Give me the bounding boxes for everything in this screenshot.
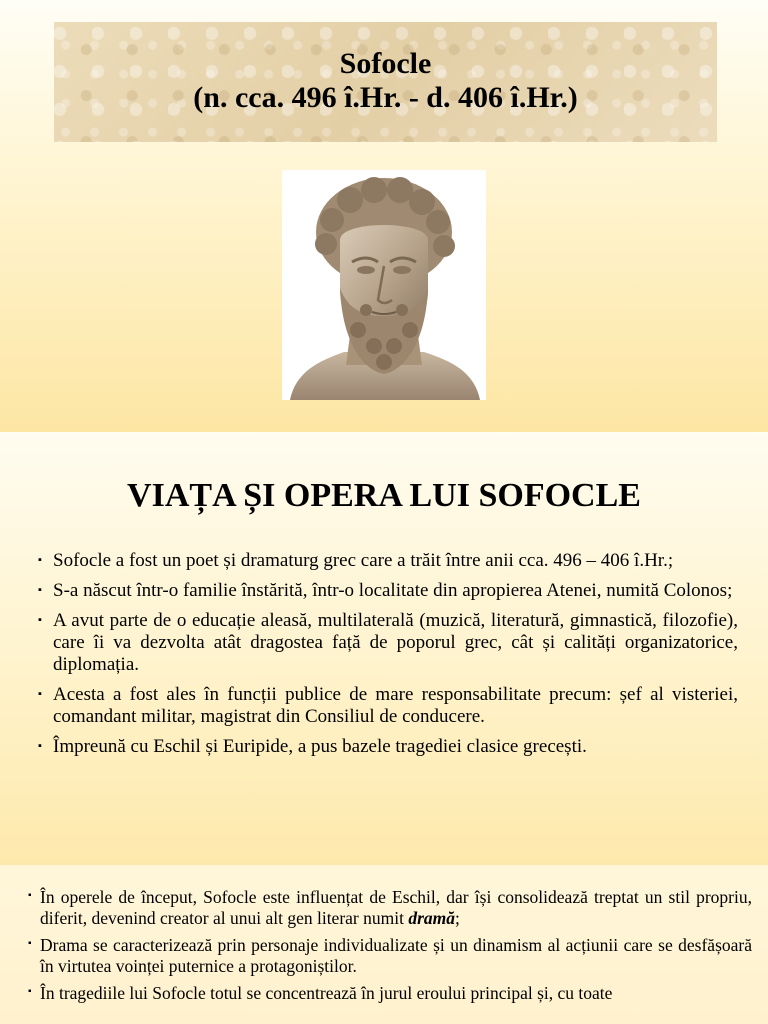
slide-drama: [0, 865, 768, 1024]
emphasis-term: dramă: [408, 908, 456, 928]
list-item: ▪ Acesta a fost ales în funcții publice de mare responsabilitate precum: șef al visteriei, comandant militar, magistrat din Consiliul de conducere.: [38, 684, 738, 727]
bullet-list: [38, 550, 738, 766]
bullet-icon: ▪: [38, 740, 42, 752]
list-item: ▪ În tragediile lui Sofocle totul se concentrează în jurul eroului principal și, cu toate: [28, 983, 613, 1003]
list-item: ▪ Împreună cu Eschil și Euripide, a pus bazele tragediei clasice grecești.: [38, 736, 587, 757]
bullet-icon: ▪: [38, 554, 42, 566]
bullet-list: [28, 887, 752, 1010]
slide-life-and-work: [0, 432, 768, 865]
bullet-icon: ▪: [28, 986, 32, 997]
list-item: ▪ Sofocle a fost un poet și dramaturg grec care a trăit între anii cca. 496 – 406 î.Hr.;: [38, 550, 674, 571]
title-box: [54, 22, 717, 142]
sophocles-bust-image: [282, 170, 486, 400]
bullet-icon: ▪: [28, 890, 32, 901]
list-item: ▪ A avut parte de o educație aleasă, multilaterală (muzică, literatură, gimnastică, filozofie), care îi va dezvolta atât dragostea față de poporul grec, cât și calități organizatorice, diplomația.: [38, 610, 738, 675]
bullet-icon: ▪: [38, 614, 42, 626]
slide-title: [0, 0, 768, 432]
bullet-icon: ▪: [28, 938, 32, 949]
list-item: ▪ În operele de început, Sofocle este influențat de Eschil, dar își consolidează treptat un stil propriu, diferit, devenind creator al unui alt gen literar numit dramă;: [28, 887, 752, 928]
list-item: ▪ Drama se caracterizează prin personaje individualizate și un dinamism al acțiunii care se desfășoară în virtutea voinței puternice a protagoniștilor.: [28, 935, 752, 976]
bullet-icon: ▪: [38, 584, 42, 596]
bullet-icon: ▪: [38, 688, 42, 700]
slide-title-dates: (n. cca. 496 î.Hr. - d. 406 î.Hr.): [193, 81, 578, 114]
slide-title-name: Sofocle: [339, 47, 432, 80]
slide-heading: VIAȚA ȘI OPERA LUI SOFOCLE: [127, 477, 641, 514]
list-item: ▪ S-a născut într-o familie înstărită, într-o localitate din apropierea Atenei, numită Colonos;: [38, 580, 733, 601]
